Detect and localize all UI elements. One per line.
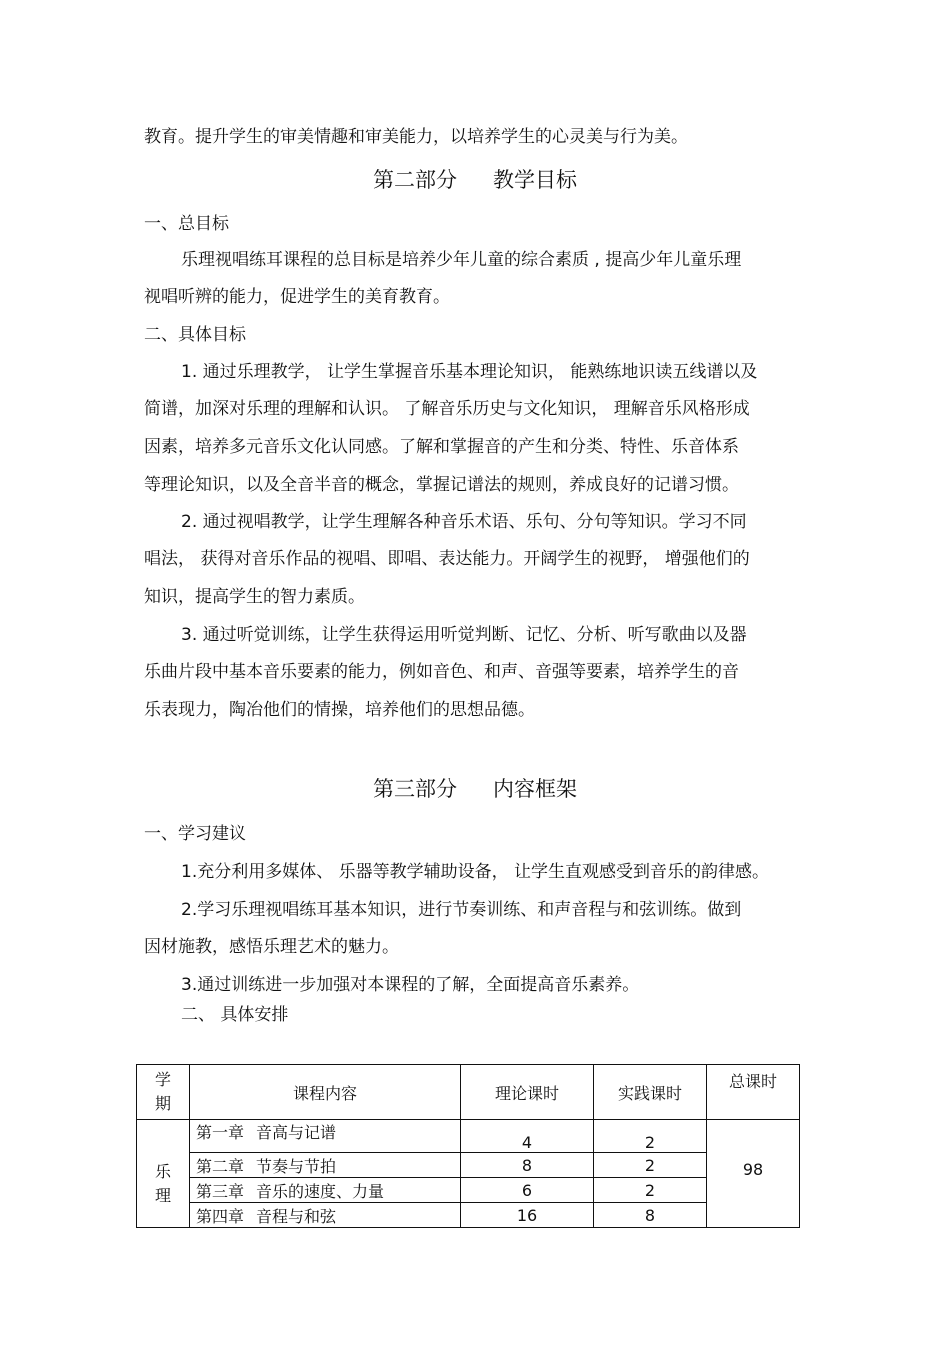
goal3-line: 乐曲片段中基本音乐要素的能力，例如音色、和声、音强等要素，培养学生的音 [144,662,739,682]
content-header: 课程内容 [190,1065,461,1120]
course-content [190,1153,461,1178]
table-header-row [137,1065,800,1120]
study-item-3: 3.通过训练进一步加强对本课程的了解，全面提高音乐素养。 [181,975,640,995]
goal3-line: 乐表现力，陶冶他们的情操，培养他们的思想品德。 [144,700,535,720]
semester-a: 乐 [154,1161,171,1181]
semester-header-a: 学 [154,1070,171,1089]
semester-cell [137,1120,190,1228]
goal1-line: 因素，培养多元音乐文化认同感。了解和掌握音的产生和分类、特性、乐音体系 [144,437,739,457]
theory-hours: 8 [461,1153,594,1178]
arrangement-heading: 二、 具体安排 [181,1005,289,1025]
table-row [137,1153,800,1178]
study-heading: 一、学习建议 [144,824,246,844]
specific-goal-heading: 二、具体目标 [144,325,246,345]
goal1-line: 1. 通过乐理教学， 让学生掌握音乐基本理论知识， 能熟练地识读五线谱以及 [181,362,758,382]
practice-header: 实践课时 [594,1065,707,1120]
part3-heading [0,776,950,802]
chapter-number: 第四章 [196,1206,245,1226]
part3-heading-title: 内容框架 [493,777,577,801]
table-row [137,1178,800,1203]
study-item-2: 2.学习乐理视唱练耳基本知识，进行节奏训练、和声音程与和弦训练。做到 [181,900,742,920]
chapter-name: 音高与记谱 [256,1123,337,1142]
total-hours: 98 [707,1120,800,1228]
chapter-number: 第三章 [196,1181,245,1201]
total-header: 总课时 [707,1065,800,1120]
course-content [190,1120,461,1153]
practice-hours: 8 [594,1203,707,1228]
chapter-name: 节奏与节拍 [256,1156,337,1176]
goal2-line: 知识，提高学生的智力素质。 [144,587,365,607]
chapter-number: 第一章 [196,1123,245,1142]
part2-heading [0,167,950,193]
course-content [190,1203,461,1228]
goal2-line: 2. 通过视唱教学，让学生理解各种音乐术语、乐句、分句等知识。学习不同 [181,512,747,532]
table-row [137,1203,800,1228]
goal1-line: 等理论知识，以及全音半音的概念，掌握记谱法的规则，养成良好的记谱习惯。 [144,475,739,495]
overall-goal-line: 视唱听辨的能力，促进学生的美育教育。 [144,287,450,307]
semester-header-b: 期 [154,1094,171,1113]
goal2-line: 唱法， 获得对音乐作品的视唱、即唱、表达能力。开阔学生的视野， 增强他们的 [144,549,750,569]
part3-heading-label: 第三部分 [373,777,457,801]
overall-goal-heading: 一、总目标 [144,214,229,234]
practice-hours: 2 [594,1153,707,1178]
chapter-name: 音乐的速度、力量 [256,1181,385,1201]
overall-goal-line: 乐理视唱练耳课程的总目标是培养少年儿童的综合素质 , 提高少年儿童乐理 [181,250,742,270]
theory-hours: 4 [461,1120,594,1153]
table-row [137,1120,800,1153]
goal1-line: 简谱，加深对乐理的理解和认识。 了解音乐历史与文化知识， 理解音乐风格形成 [144,399,750,419]
course-content [190,1178,461,1203]
chapter-number: 第二章 [196,1156,245,1176]
theory-hours: 6 [461,1178,594,1203]
study-item-2: 因材施教，感悟乐理艺术的魅力。 [144,937,399,957]
part2-heading-label: 第二部分 [373,168,457,192]
practice-hours: 2 [594,1120,707,1153]
intro-text: 教育。提升学生的审美情趣和审美能力，以培养学生的心灵美与行为美。 [144,127,688,147]
theory-hours: 16 [461,1203,594,1228]
part2-heading-title: 教学目标 [493,168,577,192]
theory-header: 理论课时 [461,1065,594,1120]
goal3-line: 3. 通过听觉训练，让学生获得运用听觉判断、记忆、分析、听写歌曲以及器 [181,625,747,645]
study-item-1: 1.充分利用多媒体、 乐器等教学辅助设备， 让学生直观感受到音乐的韵律感。 [181,862,770,882]
practice-hours: 2 [594,1178,707,1203]
semester-b: 理 [154,1185,171,1205]
semester-header [137,1065,190,1120]
schedule-table [136,1064,800,1228]
chapter-name: 音程与和弦 [256,1206,337,1226]
